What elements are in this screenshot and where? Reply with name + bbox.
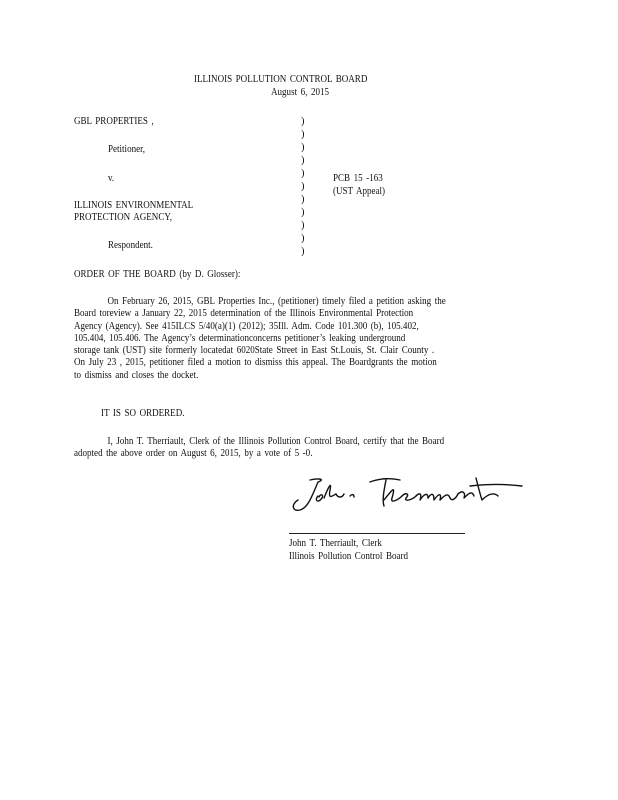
certification-paragraph (74, 436, 535, 461)
certification-line: I, John T. Therriault, Clerk of the Illinois Pollution Control Board, certify that the Board (107, 436, 445, 447)
petitioner-role: Petitioner, (108, 144, 146, 155)
clerk-organization: Illinois Pollution Control Board (289, 551, 409, 562)
body-line: On July 23 , 2015, petitioner filed a motion to dismiss this appeal. The Boardgrants the motion (74, 357, 437, 369)
board-name-heading: ILLINOIS POLLUTION CONTROL BOARD (194, 74, 368, 85)
signature-line (289, 533, 465, 534)
body-line: Agency (Agency). See 415ILCS 5/40(a)(1) (2012); 35Ill. Adm. Code 101.300 (b), 105.402, (74, 320, 419, 332)
caption-paren: ) (301, 142, 305, 153)
so-ordered-line: IT IS SO ORDERED. (101, 408, 185, 419)
order-date: August 6, 2015 (271, 87, 330, 98)
caption-paren: ) (301, 116, 305, 127)
clerk-name-title: John T. Therriault, Clerk (289, 538, 382, 549)
clerk-signature (288, 470, 538, 518)
order-body-paragraph (74, 296, 535, 382)
body-line: to dismiss and closes the docket. (74, 369, 199, 381)
caption-paren: ) (301, 181, 305, 192)
caption-paren: ) (301, 246, 305, 257)
caption-paren: ) (301, 233, 305, 244)
caption-paren: ) (301, 207, 305, 218)
versus-label: v. (108, 173, 115, 184)
body-line: On February 26, 2015, GBL Properties Inc., (petitioner) timely filed a petition asking the (107, 296, 446, 307)
case-number: PCB 15 -163 (333, 173, 383, 184)
caption-paren: ) (301, 168, 305, 179)
respondent-name-line1: ILLINOIS ENVIRONMENTAL (74, 200, 194, 211)
petitioner-name: GBL PROPERTIES , (74, 116, 154, 127)
certification-line: adopted the above order on August 6, 2015, by a vote of 5 -0. (74, 448, 313, 460)
caption-paren: ) (301, 194, 305, 205)
body-line: Board toreview a January 22, 2015 determination of the Illinois Environmental Protection (74, 308, 414, 320)
body-line: storage tank (UST) site formerly locatedat 6020State Street in East St.Louis, St. Clair County . (74, 345, 435, 357)
caption-paren: ) (301, 129, 305, 140)
caption-paren: ) (301, 155, 305, 166)
body-line: 105.404, 105.406. The Agency’s determinationconcerns petitioner’s leaking underground (74, 332, 406, 344)
caption-paren: ) (301, 220, 305, 231)
case-type: (UST Appeal) (333, 186, 386, 197)
order-heading: ORDER OF THE BOARD (by D. Glosser): (74, 269, 241, 280)
respondent-role: Respondent. (108, 240, 153, 251)
respondent-name-line2: PROTECTION AGENCY, (74, 212, 172, 223)
